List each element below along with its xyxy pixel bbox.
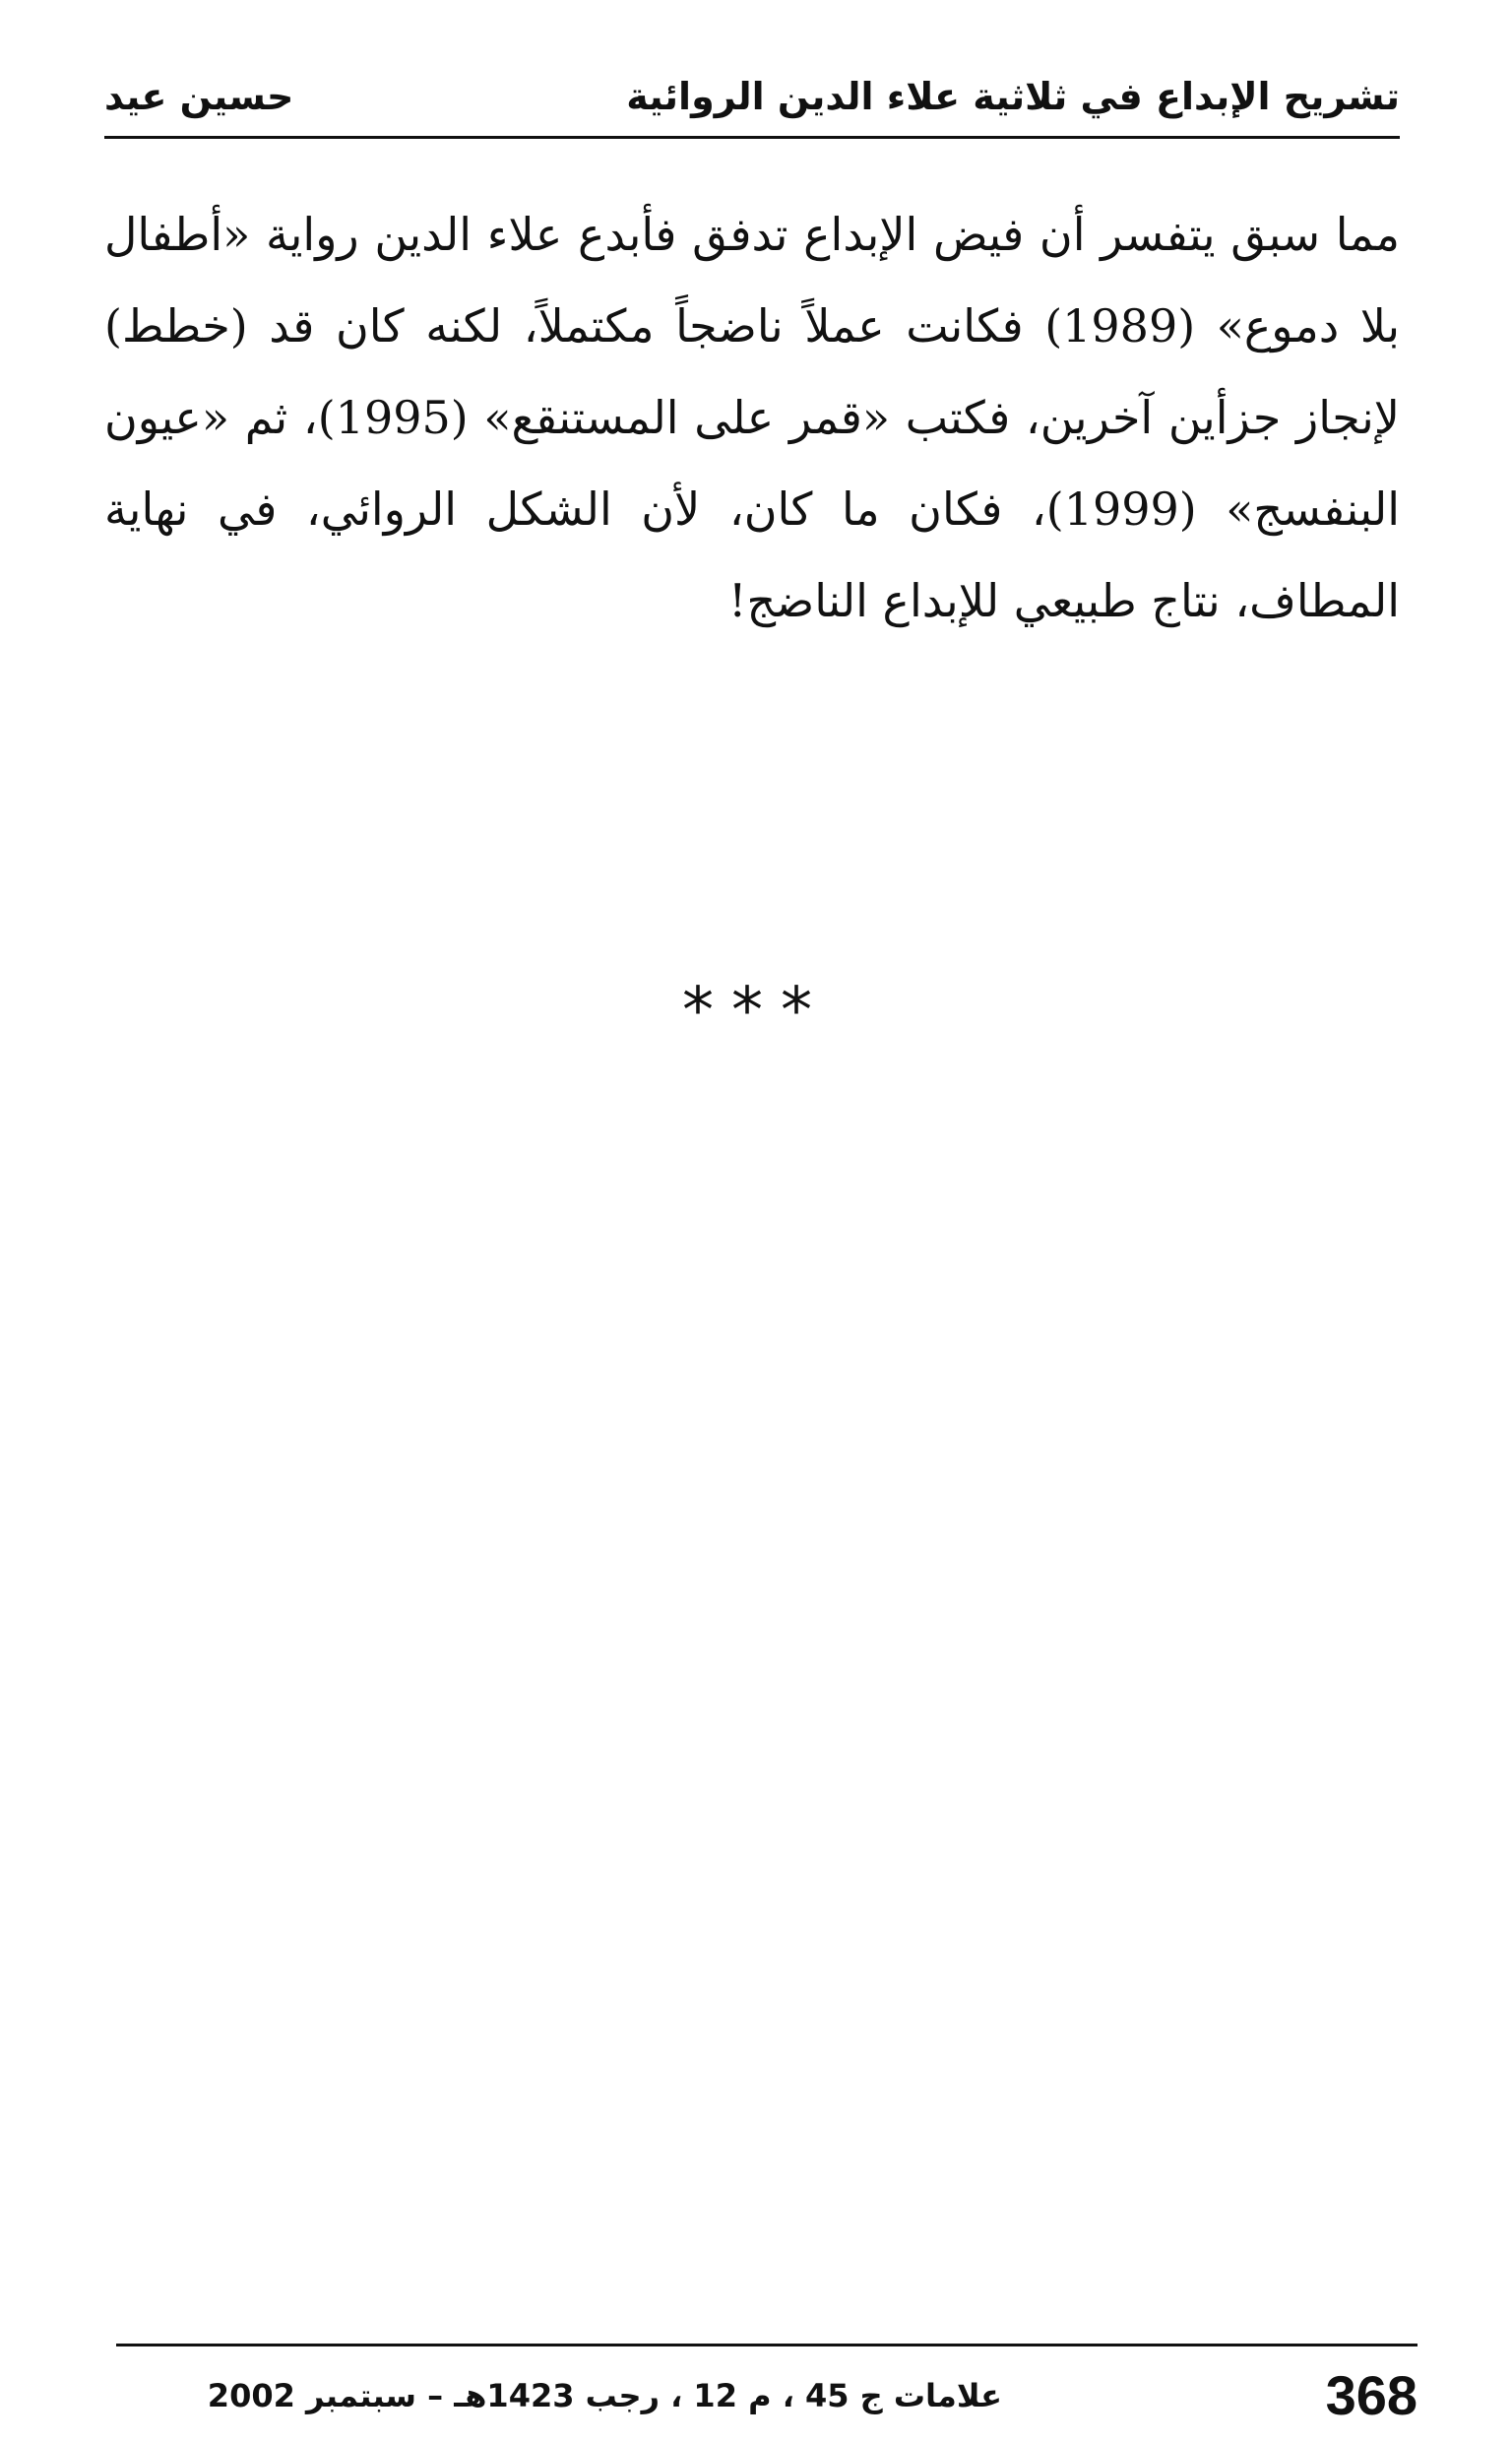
journal-info: علامات ج 45 ، م 12 ، رجب 1423هـ – سبتمبر 2002: [207, 2377, 1002, 2414]
footer-rule: [116, 2344, 1418, 2346]
running-header: [104, 57, 1400, 136]
running-title: تشريح الإبداع في ثلاثية علاء الدين الروائية: [626, 75, 1400, 118]
page-number: 368: [1325, 2364, 1418, 2426]
section-separator: ***: [682, 975, 830, 1048]
running-author: حسين عيد: [104, 75, 294, 118]
body-paragraph: مما سبق يتفسر أن فيض الإبداع تدفق فأبدع علاء الدين رواية «أطفال بلا دموع» (1989) فكانت عملاً ناضجاً مكتملاً، لكنه كان قد (خطط) لإنجاز جزأين آخرين، فكتب «قمر على المستنقع» (1995)، ثم «عيون البنفسج» (1999)، فكان ما كان، لأن الشكل الروائي، في نهاية المطاف، نتاج طبيعي للإبداع الناضج!: [104, 208, 1400, 627]
header-rule: [104, 136, 1400, 139]
